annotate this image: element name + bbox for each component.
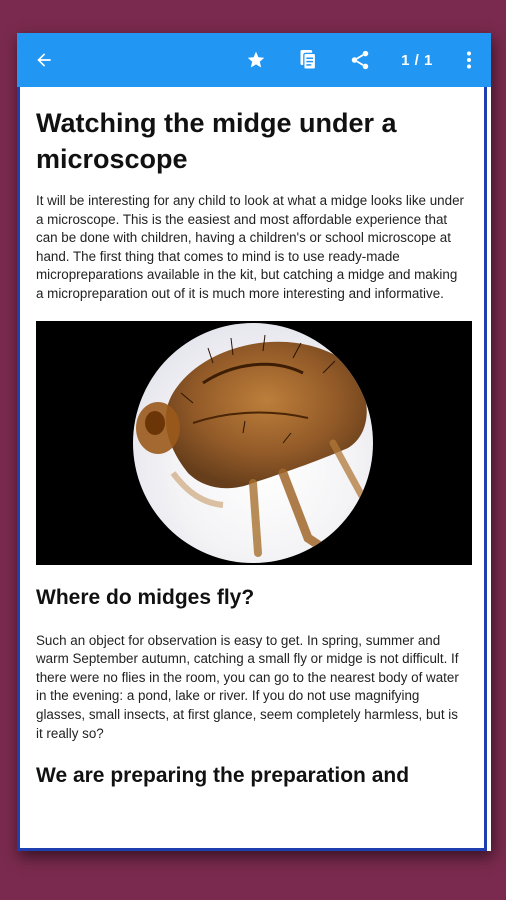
section-heading-where-midges-fly: Where do midges fly?	[36, 585, 255, 609]
overflow-menu-button[interactable]	[457, 33, 481, 87]
reader-window	[17, 33, 491, 851]
midge-microscope-image	[36, 321, 472, 565]
copy-icon	[298, 49, 318, 71]
microscope-view	[133, 323, 373, 563]
more-vert-icon	[466, 51, 472, 69]
arrow-left-icon	[34, 50, 54, 70]
section-heading-preparation: We are preparing the preparation and	[36, 764, 410, 788]
section-paragraph: Such an object for observation is easy to get. In spring, summer and warm September autumn, catching a small fly or midge is not difficult. If there were no flies in the room, you can go to the nearest body of water in the evening: a pond, lake or river. If you do not use magnifying glasses, small insects, at first glance, seem completely harmless, but is it really so?	[36, 632, 459, 741]
article-title: Watching the midge under a microscope	[36, 108, 397, 174]
app-bar	[17, 33, 491, 87]
share-icon	[349, 49, 371, 71]
page-indicator: 1 / 1	[401, 51, 433, 69]
bookmark-button[interactable]	[241, 33, 271, 87]
star-icon	[246, 50, 266, 70]
article-content[interactable]	[17, 87, 487, 851]
back-button[interactable]	[29, 33, 59, 87]
copy-button[interactable]	[293, 33, 323, 87]
share-button[interactable]	[345, 33, 375, 87]
intro-paragraph: It will be interesting for any child to look at what a midge looks like under a microscope. This is the easiest and most affordable experience that can be done with children, having a children's or school microscope at hand. The first thing that comes to mind is to use ready-made micropreparations available in the kit, but catching a midge and making a micropreparation out of it is much more interesting and informative.	[36, 193, 464, 301]
